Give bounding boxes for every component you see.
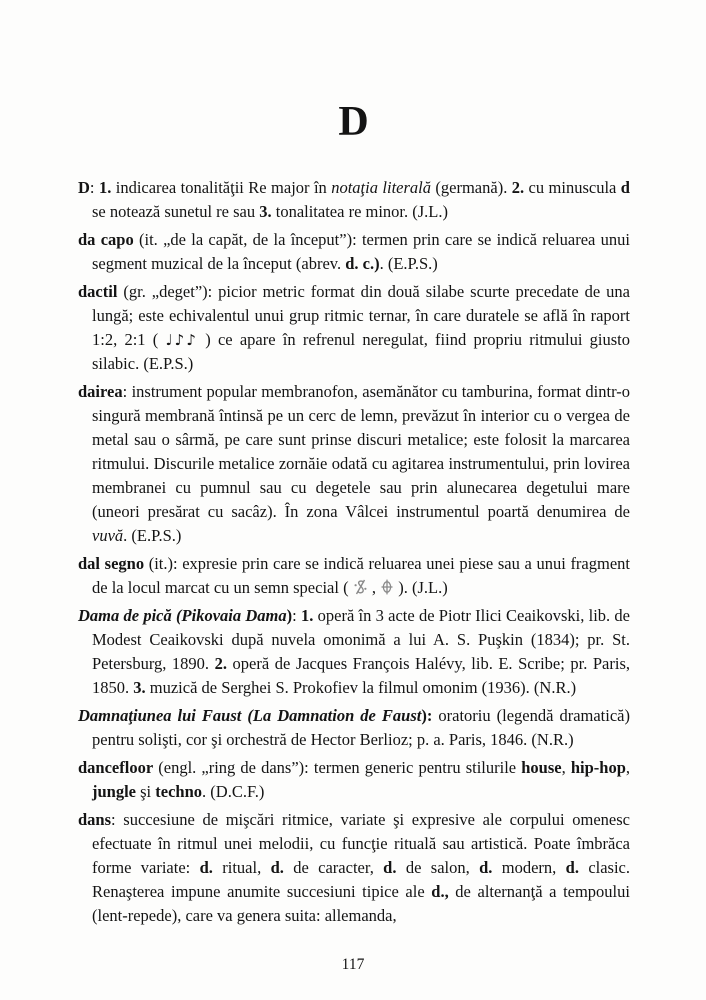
text-run: . (E.P.S.) — [123, 526, 182, 545]
text-run: dans — [78, 810, 112, 829]
text-run: ♩♪♪ — [165, 331, 199, 349]
text-run: 3. — [133, 678, 146, 697]
text-run: operă de Jacques François Halévy, lib. E. Scribe; pr. Paris, 1850. — [92, 654, 630, 697]
text-run: da capo — [78, 230, 134, 249]
text-run: (germană). — [430, 178, 512, 197]
text-run: (engl. „ring de dans”): termen generic pentru stilurile — [153, 758, 522, 777]
text-run: indicarea tonalităţii Re major în — [111, 178, 332, 197]
text-run: : — [89, 178, 99, 197]
text-run: tonalitatea re minor. (J.L.) — [271, 202, 449, 221]
dictionary-entry — [78, 756, 630, 804]
text-run: muzică de Serghei S. Prokofiev la filmul omonim (1936). (N.R.) — [145, 678, 577, 697]
dictionary-entry — [78, 280, 630, 376]
text-run: d. — [479, 858, 493, 877]
text-run: se notează sunetul re sau — [92, 202, 260, 221]
coda-icon — [381, 579, 393, 595]
text-run: , — [625, 758, 631, 777]
text-run: : — [292, 606, 301, 625]
dictionary-entry — [78, 176, 630, 224]
section-letter-heading: D — [338, 99, 370, 145]
text-run: 3. — [259, 202, 272, 221]
text-run: d. — [270, 858, 284, 877]
text-run: de alternanţă a tempoului (lent-repede), care va genera suita: allemanda, — [92, 882, 630, 925]
text-run: notaţia literală — [331, 178, 431, 197]
text-run: : succesiune de mişcări ritmice, variate şi expresive ale corpului omenesc efectuate în ritmul unei melodii, cu funcţie rituală sau artistică. Poate îmbrăca forme variate: — [92, 810, 630, 877]
text-run: 1. — [300, 606, 314, 625]
text-run: dactil — [78, 282, 118, 301]
text-run: . (D.C.F.) — [202, 782, 265, 801]
text-run: ) ce apare în refrenul neregulat, fiind propriu ritmului giusto silabic. (E.P.S.) — [92, 330, 630, 373]
dictionary-entry — [78, 380, 630, 548]
text-run: d. — [565, 858, 579, 877]
text-run: (it.): expresie prin care se indică reluarea unei piese sau a unui fragment de la locul marcat cu un semn special ( — [92, 554, 630, 597]
text-run: ritual, — [212, 858, 271, 877]
dictionary-entry — [78, 704, 630, 752]
text-run: d. c.) — [345, 254, 380, 273]
text-run: . (E.P.S.) — [379, 254, 438, 273]
text-run: , — [367, 578, 381, 597]
text-run: 2. — [214, 654, 227, 673]
text-run: oratoriu (legendă dramatică) pentru solişti, cor şi orchestră de Hector Berlioz; p. a. Paris, 1846. (N.R.) — [92, 706, 630, 749]
text-run: La Damnation de Faust — [252, 706, 422, 725]
text-run: hip-hop — [570, 758, 626, 777]
text-run: ). (J.L.) — [394, 578, 448, 597]
text-run: d. — [199, 858, 213, 877]
text-run: techno — [155, 782, 203, 801]
text-run: operă în 3 acte de Piotr Ilici Ceaikovski, lib. de Modest Ceaikovski după nuvela omonimă a lui A. S. Puşkin (1834); pr. St. Petersburg, 1890. — [92, 606, 631, 673]
text-run: Damnaţiunea lui Faust ( — [78, 706, 253, 725]
text-run: clasic. Renaşterea impune anumite succesiuni tipice ale — [92, 858, 631, 901]
text-run: şi — [136, 782, 156, 801]
dictionary-entry — [78, 808, 630, 928]
text-run: jungle — [92, 782, 137, 801]
text-run: dal segno — [78, 554, 145, 573]
text-run: (it. „de la capăt, de la început”): termen prin care se indică reluarea unui segment muzical de la început (abrev. — [92, 230, 630, 273]
text-run: : — [426, 706, 433, 725]
text-run: 1. — [98, 178, 112, 197]
text-run: d., — [431, 882, 449, 901]
text-run: d. — [383, 858, 397, 877]
text-run: (gr. „deget”): picior metric format din două silabe scurte precedate de una lungă; este echivalentul unui grup ritmic ternar, în care duratele se află în raport 1:2, 2:1 ( — [92, 282, 630, 349]
text-run: : instrument popular membranofon, asemănător cu tamburina, format dintr-o singură membrană întinsă pe un cerc de lemn, prevăzut în interior cu o vergea de metal sau o sârmă, pe care sunt prinse discuri metalice; este folosit la marcarea ritmului. Discurile metalice zornăie odată cu agitarea instrumentului, prin lovirea membranei cu pumnul sau cu degetele sau prin alunecarea degetului mare (uneori presărat cu sacâz). În zona Vâlcei instrumentul poartă denumirea de — [92, 382, 630, 521]
text-run: dancefloor — [78, 758, 154, 777]
text-run: modern, — [492, 858, 566, 877]
segno-icon — [354, 579, 367, 595]
text-run: D — [78, 178, 90, 197]
text-run: , — [561, 758, 571, 777]
dictionary-entry — [78, 552, 630, 600]
dictionary-entry — [78, 228, 630, 276]
dictionary-entry — [78, 604, 630, 700]
text-run: 2. — [511, 178, 525, 197]
page-number: 117 — [341, 956, 365, 973]
text-run: vuvă — [92, 526, 124, 545]
text-run: de caracter, — [283, 858, 384, 877]
text-run: ) — [421, 706, 427, 725]
text-run: house — [521, 758, 562, 777]
entries — [78, 176, 630, 928]
text-run: ) — [286, 606, 293, 625]
text-run: Pikovaia Dama — [181, 606, 287, 625]
text-run: de salon, — [396, 858, 480, 877]
text-run: d — [620, 178, 630, 197]
text-run: Dama de pică ( — [78, 606, 182, 625]
text-run: dairea — [78, 382, 123, 401]
text-run: cu minuscula — [524, 178, 621, 197]
